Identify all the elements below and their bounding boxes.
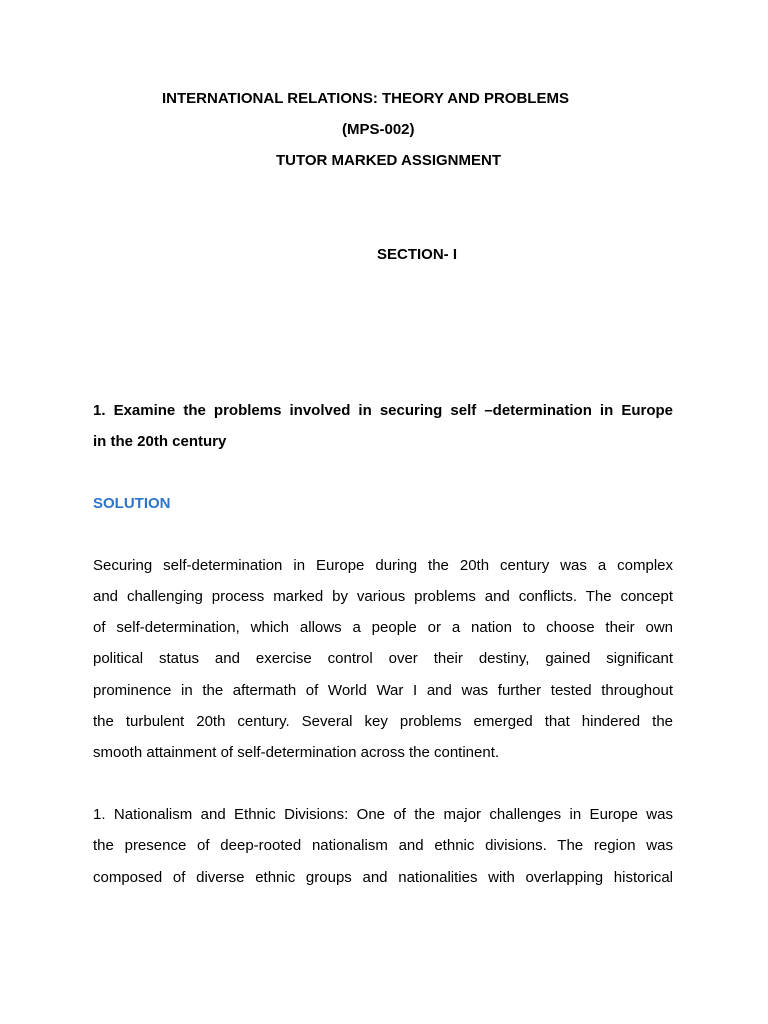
- paragraph-line: prominence in the aftermath of World War I and was further tested throughout: [93, 682, 673, 699]
- paragraph-line: political status and exercise control over their destiny, gained significant: [93, 650, 673, 667]
- question-line: 1. Examine the problems involved in securing self –determination in Europe: [93, 402, 673, 419]
- course-code: (MPS-002): [342, 121, 415, 138]
- solution-label: SOLUTION: [93, 495, 171, 512]
- paragraph-line: Securing self-determination in Europe during the 20th century was a complex: [93, 557, 673, 574]
- paragraph-line: 1. Nationalism and Ethnic Divisions: One of the major challenges in Europe was: [93, 806, 673, 823]
- paragraph-line: the presence of deep-rooted nationalism and ethnic divisions. The region was: [93, 837, 673, 854]
- paragraph-line: and challenging process marked by various problems and conflicts. The concept: [93, 588, 673, 605]
- paragraph-line: of self-determination, which allows a people or a nation to choose their own: [93, 619, 673, 636]
- course-title: INTERNATIONAL RELATIONS: THEORY AND PROBLEMS: [162, 90, 569, 107]
- paragraph-line: the turbulent 20th century. Several key problems emerged that hindered the: [93, 713, 673, 730]
- paragraph-line: smooth attainment of self-determination across the continent.: [93, 744, 500, 761]
- paragraph-line: composed of diverse ethnic groups and nationalities with overlapping historical: [93, 869, 673, 886]
- question-line: in the 20th century: [93, 433, 227, 450]
- assignment-type: TUTOR MARKED ASSIGNMENT: [276, 152, 501, 169]
- section-heading: SECTION- I: [377, 246, 458, 263]
